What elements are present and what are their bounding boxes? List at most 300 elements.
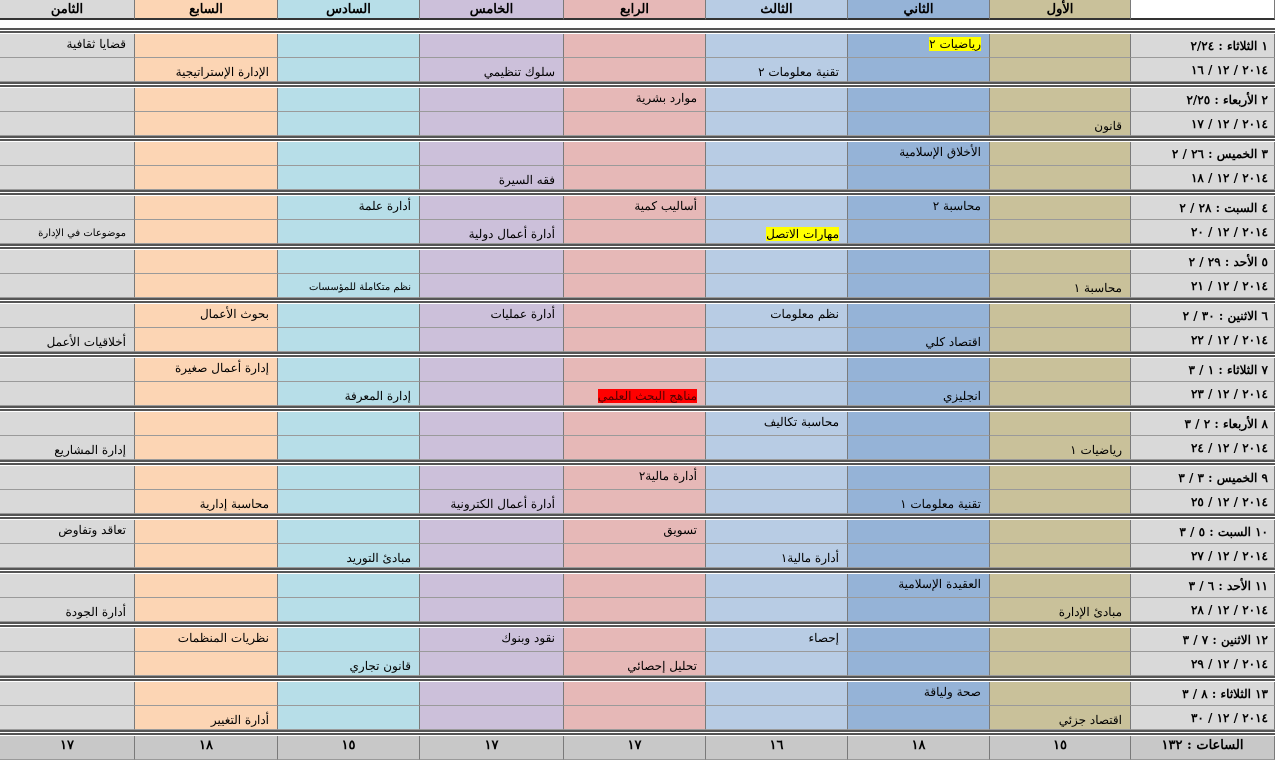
course-cell [278,412,420,436]
course-cell [420,412,564,436]
course-cell [278,112,420,136]
course-cell [564,88,706,112]
course-cell [706,598,848,622]
course-name: إدارة المعرفة [344,389,411,403]
date-label: ٢٠١٤ / ١٢ / ٢٥ [1131,490,1275,514]
header-date-column [1131,0,1275,20]
course-cell [420,328,564,352]
course-cell [135,382,278,406]
column-header: السادس [278,0,420,20]
course-name: أدارة مالية١ [780,551,839,565]
day-label: ٥ الأحد : ٢٩ / ٢ [1131,250,1275,274]
course-cell [278,358,420,382]
day-label: ١١ الأحد : ٦ / ٣ [1131,574,1275,598]
course-cell [278,544,420,568]
column-total: ١٦ [706,736,848,760]
date-label: ٢٠١٤ / ١٢ / ٢٨ [1131,598,1275,622]
course-cell [990,112,1131,136]
course-cell [990,142,1131,166]
course-cell [564,250,706,274]
course-cell [0,412,135,436]
course-name: تحليل إحصائي [627,659,697,673]
course-cell [706,328,848,352]
course-name: أساليب كمية [634,199,697,213]
course-cell [848,436,990,460]
course-cell [990,466,1131,490]
course-name: العقيدة الإسلامية [898,577,981,591]
course-cell [990,520,1131,544]
date-label: ٢٠١٤ / ١٢ / ٢٤ [1131,436,1275,460]
course-cell [135,250,278,274]
course-cell [420,652,564,676]
course-cell [564,58,706,82]
course-cell [0,196,135,220]
day-label: ٤ السبت : ٢٨ / ٢ [1131,196,1275,220]
course-cell [278,382,420,406]
course-cell [564,466,706,490]
course-cell [990,274,1131,298]
course-name: أدارة التغيير [210,713,269,727]
day-label: ٧ الثلاثاء : ١ / ٣ [1131,358,1275,382]
course-name: محاسبة ١ [1073,281,1122,295]
course-cell [564,196,706,220]
course-cell [135,274,278,298]
course-cell [848,598,990,622]
course-cell [0,304,135,328]
row-separator [0,244,1275,249]
course-cell [990,34,1131,58]
row-separator [0,460,1275,465]
row-separator [0,190,1275,195]
course-cell [706,274,848,298]
course-cell [706,706,848,730]
course-cell [420,466,564,490]
course-cell [278,436,420,460]
course-cell [706,142,848,166]
course-cell [564,574,706,598]
course-cell [706,166,848,190]
course-cell [135,436,278,460]
course-cell [420,34,564,58]
column-header: الأول [990,0,1131,20]
course-cell [278,196,420,220]
column-total: ١٥ [990,736,1131,760]
course-name: قانون [1094,119,1122,133]
course-cell [564,412,706,436]
course-cell [420,544,564,568]
course-cell [848,628,990,652]
course-cell [420,250,564,274]
course-cell [564,328,706,352]
course-cell [0,382,135,406]
course-cell [278,598,420,622]
course-cell [135,112,278,136]
column-total: ١٧ [0,736,135,760]
course-cell [990,574,1131,598]
course-cell [990,196,1131,220]
course-cell [278,628,420,652]
course-cell [135,520,278,544]
course-cell [706,520,848,544]
course-cell [564,304,706,328]
row-separator [0,514,1275,519]
course-cell [278,490,420,514]
course-cell [420,142,564,166]
course-cell [135,358,278,382]
course-cell [706,652,848,676]
course-name: بحوث الأعمال [199,307,269,321]
course-cell [848,466,990,490]
course-cell [848,142,990,166]
course-cell [848,358,990,382]
course-name: مبادئ التوريد [346,551,411,565]
course-cell [135,166,278,190]
course-name: نظم معلومات [770,307,839,321]
course-cell [420,220,564,244]
course-cell [278,328,420,352]
row-separator [0,28,1275,33]
course-cell [990,382,1131,406]
course-name: قضايا ثقافية [66,37,126,51]
course-cell [990,598,1131,622]
course-cell [990,88,1131,112]
course-cell [564,382,706,406]
course-cell [420,112,564,136]
course-cell [135,574,278,598]
course-cell [990,250,1131,274]
course-name: الإدارة الإستراتيجية [175,65,269,79]
course-cell [278,652,420,676]
row-separator [0,406,1275,411]
course-cell [848,544,990,568]
course-name: أخلاقيات الأعمل [46,335,126,349]
course-cell [706,220,848,244]
date-label: ٢٠١٤ / ١٢ / ١٦ [1131,58,1275,82]
course-cell [420,88,564,112]
course-name: تسويق [663,523,697,537]
course-name: نظريات المنظمات [177,631,269,645]
course-cell [706,490,848,514]
course-cell [848,490,990,514]
course-cell [0,574,135,598]
date-label: ٢٠١٤ / ١٢ / ٢٧ [1131,544,1275,568]
course-cell [706,34,848,58]
course-name: رياضيات ١ [1070,443,1122,457]
course-name: انجليزي [942,389,981,403]
total-hours-label: الساعات : ١٣٢ [1131,736,1275,760]
course-cell [564,682,706,706]
course-cell [135,58,278,82]
course-cell [420,682,564,706]
course-cell [990,706,1131,730]
course-cell [564,598,706,622]
course-name: محاسبة ٢ [932,199,981,213]
course-name: رياضيات ٢ [929,37,981,51]
course-cell [420,358,564,382]
course-cell [0,706,135,730]
course-cell [990,58,1131,82]
course-cell [706,574,848,598]
course-cell [278,34,420,58]
course-cell [420,628,564,652]
course-cell [278,166,420,190]
course-cell [420,196,564,220]
course-cell [848,250,990,274]
course-cell [848,196,990,220]
course-cell [0,520,135,544]
course-cell [420,274,564,298]
course-cell [0,274,135,298]
course-cell [706,112,848,136]
row-separator [0,136,1275,141]
course-cell [706,412,848,436]
course-name: إدارة المشاريع [54,443,126,457]
course-cell [420,490,564,514]
course-cell [848,652,990,676]
column-total: ١٨ [135,736,278,760]
course-name: إدارة أعمال صغيرة [174,361,269,375]
course-cell [706,358,848,382]
date-label: ٢٠١٤ / ١٢ / ١٧ [1131,112,1275,136]
course-cell [135,682,278,706]
course-cell [278,304,420,328]
course-cell [706,304,848,328]
course-cell [420,304,564,328]
course-cell [990,436,1131,460]
course-name: إحصاء [808,631,839,645]
course-name: مبادئ الإدارة [1058,605,1122,619]
course-cell [0,250,135,274]
course-cell [706,466,848,490]
course-cell [706,88,848,112]
course-name: فقه السيرة [498,173,555,187]
course-cell [0,436,135,460]
course-cell [848,574,990,598]
course-name: أدارة أعمال الكترونية [450,497,555,511]
course-cell [706,382,848,406]
row-separator [0,730,1275,735]
course-name: الأخلاق الإسلامية [899,145,981,159]
column-total: ١٨ [848,736,990,760]
course-cell [990,358,1131,382]
course-cell [990,304,1131,328]
course-cell [990,220,1131,244]
course-cell [278,274,420,298]
column-header: الثامن [0,0,135,20]
course-cell [706,436,848,460]
column-total: ١٧ [564,736,706,760]
course-cell [135,142,278,166]
course-cell [564,166,706,190]
course-cell [990,166,1131,190]
date-label: ٢٠١٤ / ١٢ / ١٨ [1131,166,1275,190]
course-cell [135,466,278,490]
course-cell [135,706,278,730]
course-name: اقتصاد كلي [925,335,981,349]
course-cell [0,466,135,490]
course-name: محاسبة إدارية [199,497,269,511]
course-name: قانون تجاري [349,659,411,673]
course-cell [564,220,706,244]
course-cell [135,220,278,244]
course-cell [0,220,135,244]
day-label: ٦ الاثنين : ٣٠ / ٢ [1131,304,1275,328]
course-cell [135,412,278,436]
course-cell [278,520,420,544]
column-header: الثاني [848,0,990,20]
course-cell [564,274,706,298]
course-cell [420,520,564,544]
course-cell [278,88,420,112]
course-name: موارد بشرية [635,91,697,105]
course-name: أدارة عمليات [490,307,555,321]
course-cell [278,466,420,490]
course-cell [0,652,135,676]
course-name: محاسبة تكاليف [763,415,839,429]
course-cell [420,706,564,730]
course-cell [564,142,706,166]
course-cell [0,628,135,652]
course-name: تقنية معلومات ١ [900,497,981,511]
course-cell [848,58,990,82]
course-cell [135,34,278,58]
course-cell [135,490,278,514]
course-cell [706,58,848,82]
course-cell [564,520,706,544]
course-cell [848,220,990,244]
course-cell [0,88,135,112]
course-cell [848,412,990,436]
course-cell [278,706,420,730]
course-cell [990,628,1131,652]
course-name: تقنية معلومات ٢ [758,65,839,79]
course-cell [990,544,1131,568]
course-cell [278,250,420,274]
course-cell [420,574,564,598]
course-name: أدارة الجودة [65,605,126,619]
course-cell [0,358,135,382]
course-cell [0,112,135,136]
column-header: الرابع [564,0,706,20]
course-name: أدارة علمة [358,199,411,213]
course-cell [564,436,706,460]
course-name: نظم متكاملة للمؤسسات [308,282,411,293]
course-cell [990,490,1131,514]
course-name: نقود وبنوك [501,631,555,645]
course-cell [0,328,135,352]
course-cell [564,34,706,58]
course-cell [848,274,990,298]
course-cell [0,544,135,568]
course-cell [420,58,564,82]
course-cell [848,520,990,544]
course-cell [848,382,990,406]
day-label: ٣ الخميس : ٢٦ / ٢ [1131,142,1275,166]
course-cell [706,628,848,652]
course-cell [990,412,1131,436]
day-label: ١٢ الاثنين : ٧ / ٣ [1131,628,1275,652]
date-label: ٢٠١٤ / ١٢ / ٢٣ [1131,382,1275,406]
column-total: ١٥ [278,736,420,760]
course-cell [990,682,1131,706]
date-label: ٢٠١٤ / ١٢ / ٢٠ [1131,220,1275,244]
course-cell [278,220,420,244]
course-cell [990,328,1131,352]
day-label: ١ الثلاثاء : ٢/٢٤ [1131,34,1275,58]
column-total: ١٧ [420,736,564,760]
course-cell [135,196,278,220]
course-cell [278,142,420,166]
row-separator [0,568,1275,573]
course-cell [278,682,420,706]
row-separator [0,82,1275,87]
date-label: ٢٠١٤ / ١٢ / ٣٠ [1131,706,1275,730]
course-cell [0,142,135,166]
course-cell [420,382,564,406]
course-cell [420,436,564,460]
course-name: مهارات الاتصل [766,227,839,241]
course-name: تعاقد وتفاوض [58,523,126,537]
course-name: موضوعات في الإدارة [38,228,126,239]
date-label: ٢٠١٤ / ١٢ / ٢١ [1131,274,1275,298]
course-cell [848,706,990,730]
course-cell [848,304,990,328]
course-cell [564,628,706,652]
course-name: صحة ولياقة [923,685,981,699]
course-cell [135,598,278,622]
course-cell [848,34,990,58]
course-cell [564,490,706,514]
course-cell [706,196,848,220]
row-separator [0,622,1275,627]
day-label: ٩ الخميس : ٣ / ٣ [1131,466,1275,490]
course-name: أدارة مالية٢ [638,469,697,483]
course-cell [0,166,135,190]
day-label: ١٣ الثلاثاء : ٨ / ٣ [1131,682,1275,706]
course-cell [564,652,706,676]
course-cell [278,58,420,82]
course-cell [848,88,990,112]
course-cell [0,34,135,58]
course-cell [848,166,990,190]
course-cell [135,544,278,568]
day-label: ٢ الأربعاء : ٢/٢٥ [1131,88,1275,112]
course-cell [848,328,990,352]
column-header: السابع [135,0,278,20]
course-cell [135,628,278,652]
course-cell [564,544,706,568]
column-header: الخامس [420,0,564,20]
course-cell [135,652,278,676]
course-name: اقتصاد جزئي [1058,713,1122,727]
day-label: ١٠ السبت : ٥ / ٣ [1131,520,1275,544]
course-cell [0,490,135,514]
row-separator [0,298,1275,303]
course-cell [135,328,278,352]
course-cell [420,598,564,622]
course-cell [420,166,564,190]
course-cell [990,652,1131,676]
course-cell [564,706,706,730]
course-cell [706,682,848,706]
course-name: أدارة أعمال دولية [468,227,555,241]
date-label: ٢٠١٤ / ١٢ / ٢٩ [1131,652,1275,676]
course-cell [0,58,135,82]
course-cell [706,544,848,568]
course-cell [135,304,278,328]
date-label: ٢٠١٤ / ١٢ / ٢٢ [1131,328,1275,352]
course-cell [564,358,706,382]
